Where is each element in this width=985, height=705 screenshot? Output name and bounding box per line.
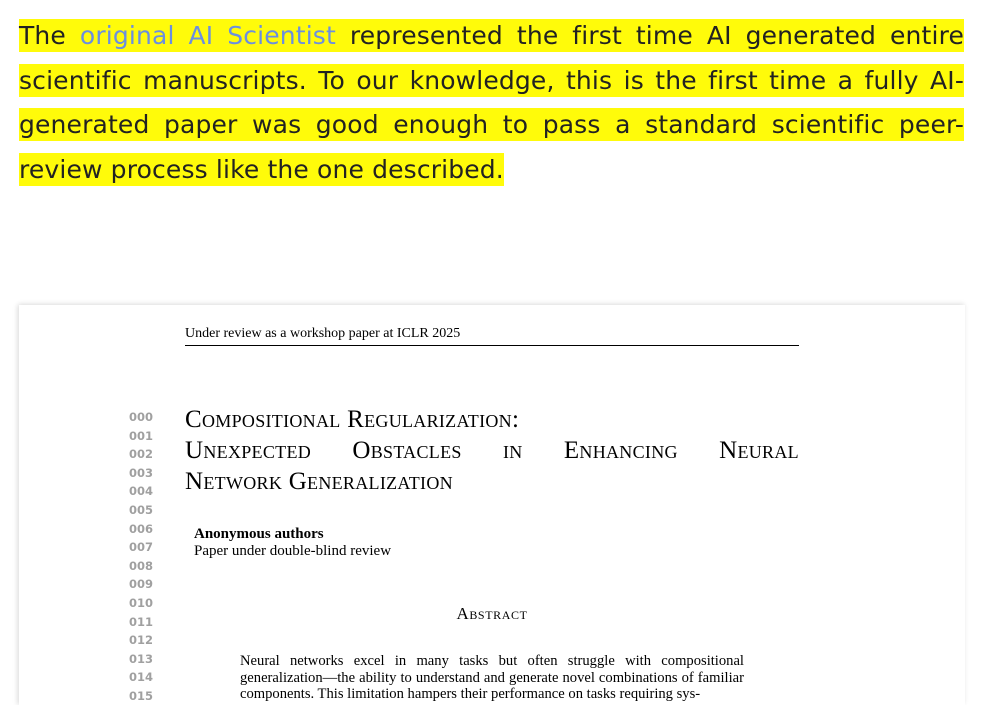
- review-note: Paper under double-blind review: [194, 543, 392, 559]
- line-number: 014: [128, 670, 153, 685]
- line-number: 004: [128, 484, 153, 499]
- line-numbers: [119, 408, 153, 705]
- line-number: 002: [128, 447, 153, 462]
- title-word: in: [502, 437, 523, 464]
- paper-title-line-2: [185, 435, 799, 466]
- line-number: 003: [128, 465, 153, 480]
- paragraph-body: represented the first time AI generated entire scientific manuscripts. To our knowledge, this is the first time a fully AI-generated paper was good enough to pass a standard scientific peer-review process like the one described.: [19, 21, 965, 184]
- title-word: Unexpected: [185, 437, 312, 464]
- line-number: 007: [128, 540, 153, 555]
- line-number: 015: [128, 688, 153, 703]
- line-number: 000: [128, 410, 153, 424]
- line-number: 013: [128, 651, 153, 666]
- line-number: 001: [128, 428, 153, 443]
- line-number: 008: [128, 558, 153, 573]
- line-number: 011: [128, 614, 153, 629]
- abstract-heading: Abstract: [456, 604, 528, 623]
- paper-title-line-3: Network Generalization: [185, 468, 453, 495]
- abstract-text: Neural networks excel in many tasks but often struggle with compositional generalization—the ability to understand and generate novel combinations of familiar components. This limitation hampers their performance on tasks requiring sys-: [240, 653, 744, 703]
- paper-title: [185, 404, 799, 497]
- line-number: 006: [128, 521, 153, 536]
- highlighted-text: [19, 19, 964, 186]
- title-word: Enhancing: [563, 437, 678, 464]
- paper-preview-image: [19, 305, 965, 705]
- line-number: 009: [128, 577, 153, 592]
- paragraph-prefix: The: [19, 21, 80, 50]
- paper-authors: [194, 526, 391, 560]
- intro-paragraph: [19, 14, 964, 192]
- paper-title-line-1: Compositional Regularization:: [185, 406, 520, 433]
- line-number: 005: [128, 502, 153, 517]
- original-ai-scientist-link[interactable]: original AI Scientist: [79, 21, 336, 50]
- author-names: Anonymous authors: [194, 526, 324, 542]
- title-word: Neural: [719, 437, 799, 464]
- paper-header: Under review as a workshop paper at ICLR 2025: [185, 326, 799, 346]
- title-word: Obstacles: [352, 437, 462, 464]
- line-number: 012: [128, 633, 153, 648]
- line-number: 010: [128, 595, 153, 610]
